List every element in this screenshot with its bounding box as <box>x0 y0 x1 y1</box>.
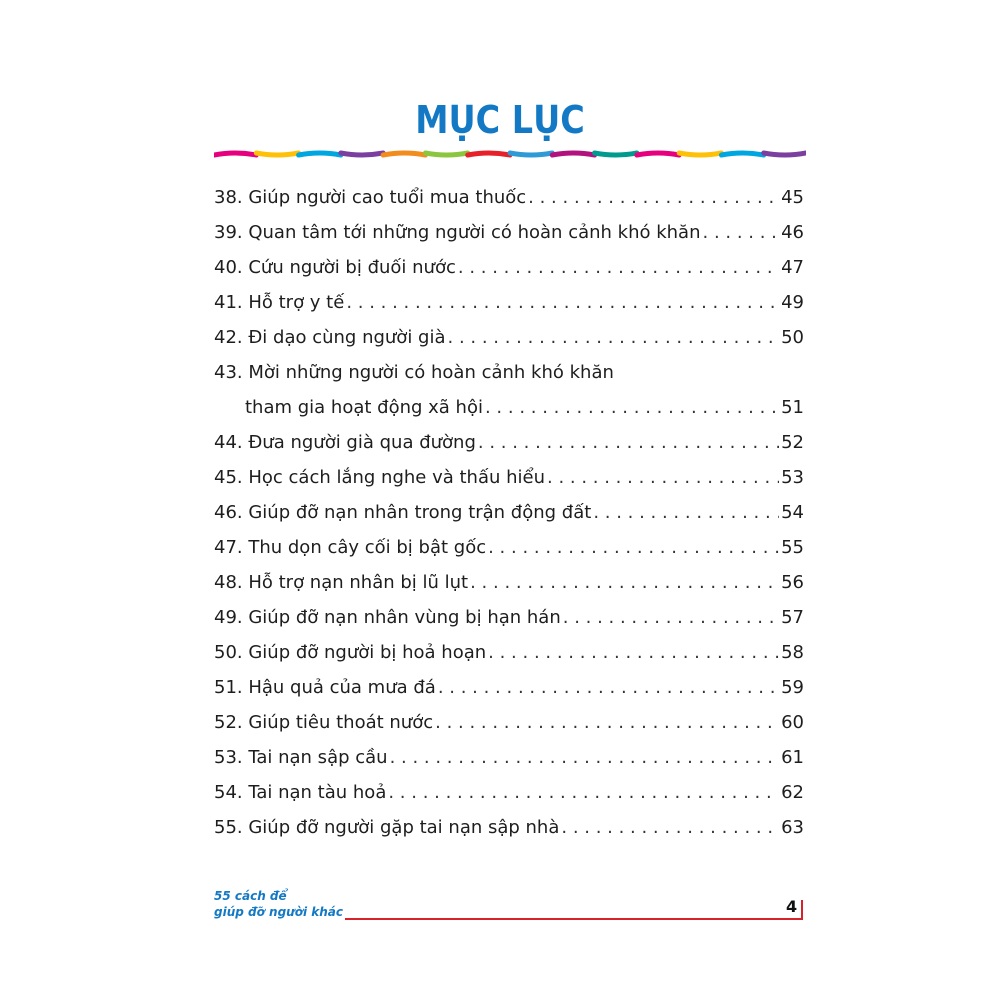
toc-entry-label: 51. Hậu quả của mưa đá <box>214 677 436 698</box>
toc-entry-page: 60 <box>781 712 804 733</box>
toc-entry[interactable] <box>214 740 804 775</box>
toc-entry-page: 61 <box>781 747 804 768</box>
rainbow-segment <box>341 153 383 155</box>
leader-dots <box>563 600 779 635</box>
leader-dots <box>435 705 779 740</box>
leader-dots <box>528 180 779 215</box>
toc-entry-label: 50. Giúp đỡ người bị hoả hoạn <box>214 642 487 663</box>
rainbow-divider <box>214 146 806 162</box>
toc-entry[interactable] <box>214 215 804 250</box>
rainbow-segment <box>721 153 763 155</box>
toc-entry-label: 55. Giúp đỡ người gặp tai nạn sập nhà <box>214 817 560 838</box>
leader-dots <box>593 495 779 530</box>
toc-entry-page: 53 <box>781 467 804 488</box>
rainbow-segment <box>425 153 467 155</box>
brand-line-2: giúp đỡ người khác <box>214 905 343 919</box>
toc-entry[interactable] <box>214 530 804 565</box>
leader-dots <box>703 215 780 250</box>
leader-dots <box>448 320 780 355</box>
toc-entry[interactable] <box>214 425 804 460</box>
toc-entry[interactable] <box>214 320 804 355</box>
rainbow-segment <box>510 153 552 155</box>
toc-entry-page: 62 <box>781 782 804 803</box>
toc-entry-label: 48. Hỗ trợ nạn nhân bị lũ lụt <box>214 572 469 593</box>
toc-entry-label: 38. Giúp người cao tuổi mua thuốc <box>214 187 527 208</box>
toc-entry-label: 52. Giúp tiêu thoát nước <box>214 712 434 733</box>
toc-entry-page: 51 <box>781 397 804 418</box>
toc-entry[interactable] <box>214 285 804 320</box>
rainbow-segment <box>299 153 341 155</box>
leader-dots <box>438 670 779 705</box>
toc-entry[interactable] <box>214 495 804 530</box>
toc-entry-page: 54 <box>781 502 804 523</box>
toc-entry-page: 55 <box>781 537 804 558</box>
rainbow-segment <box>256 153 298 155</box>
leader-dots <box>488 635 779 670</box>
toc-entry-label: 40. Cứu người bị đuối nước <box>214 257 456 278</box>
rainbow-segment <box>637 153 679 155</box>
toc-entry-continuation[interactable] <box>214 390 804 425</box>
toc-entry-page: 46 <box>781 222 804 243</box>
toc-entry[interactable] <box>214 635 804 670</box>
toc-entry-page: 50 <box>781 327 804 348</box>
toc-entry[interactable] <box>214 810 804 845</box>
rainbow-segment <box>595 153 637 155</box>
page-number: 4 <box>786 897 798 916</box>
toc-entry-page: 59 <box>781 677 804 698</box>
rainbow-segment <box>552 153 594 155</box>
toc-entry-page: 47 <box>781 257 804 278</box>
toc-entry[interactable] <box>214 600 804 635</box>
toc-entry-page: 63 <box>781 817 804 838</box>
toc-entry-label: 44. Đưa người già qua đường <box>214 432 476 453</box>
leader-dots <box>478 425 779 460</box>
toc-entry-label: 42. Đi dạo cùng người già <box>214 327 446 348</box>
toc-entry[interactable] <box>214 705 804 740</box>
rainbow-segment <box>468 153 510 155</box>
toc-entry-page: 49 <box>781 292 804 313</box>
rainbow-segment <box>764 153 806 155</box>
leader-dots <box>488 530 779 565</box>
book-brand-logo <box>214 888 354 920</box>
leader-dots <box>470 565 779 600</box>
toc-entry-label: 39. Quan tâm tới những người có hoàn cảnh khó khăn <box>214 222 701 243</box>
rainbow-segment <box>679 153 721 155</box>
page-title: MỤC LỤC <box>415 98 585 142</box>
toc-entry[interactable] <box>214 460 804 495</box>
toc-entry-page: 52 <box>781 432 804 453</box>
leader-dots <box>458 250 779 285</box>
leader-dots <box>390 740 780 775</box>
footer-rule-tick <box>801 900 803 920</box>
toc-entry[interactable] <box>214 565 804 600</box>
toc-entry-label: 43. Mời những người có hoàn cảnh khó khăn <box>214 362 614 383</box>
toc-entry-page: 57 <box>781 607 804 628</box>
toc-entry-label: 49. Giúp đỡ nạn nhân vùng bị hạn hán <box>214 607 561 628</box>
toc-entry-label: 46. Giúp đỡ nạn nhân trong trận động đất <box>214 502 592 523</box>
toc-entry-page: 45 <box>781 187 804 208</box>
toc-entry-label: tham gia hoạt động xã hội <box>245 397 483 418</box>
table-of-contents <box>214 180 804 845</box>
toc-entry[interactable] <box>214 670 804 705</box>
toc-entry[interactable] <box>214 250 804 285</box>
toc-entry-page: 56 <box>781 572 804 593</box>
leader-dots <box>346 285 779 320</box>
footer-rule <box>345 918 801 920</box>
toc-entry-label: 45. Học cách lắng nghe và thấu hiểu <box>214 467 546 488</box>
leader-dots <box>485 390 779 425</box>
toc-entry-label: 47. Thu dọn cây cối bị bật gốc <box>214 537 487 558</box>
rainbow-segment <box>214 153 256 155</box>
toc-entry-page: 58 <box>781 642 804 663</box>
toc-entry[interactable] <box>214 775 804 810</box>
toc-entry-label: 54. Tai nạn tàu hoả <box>214 782 387 803</box>
leader-dots <box>388 775 779 810</box>
leader-dots <box>547 460 779 495</box>
rainbow-segment <box>383 153 425 155</box>
toc-entry-label: 53. Tai nạn sập cầu <box>214 747 388 768</box>
toc-entry[interactable] <box>214 180 804 215</box>
toc-entry-label: 41. Hỗ trợ y tế <box>214 292 345 313</box>
leader-dots <box>561 810 779 845</box>
toc-entry-first-line[interactable] <box>214 355 804 390</box>
brand-line-1: 55 cách để <box>214 889 287 903</box>
